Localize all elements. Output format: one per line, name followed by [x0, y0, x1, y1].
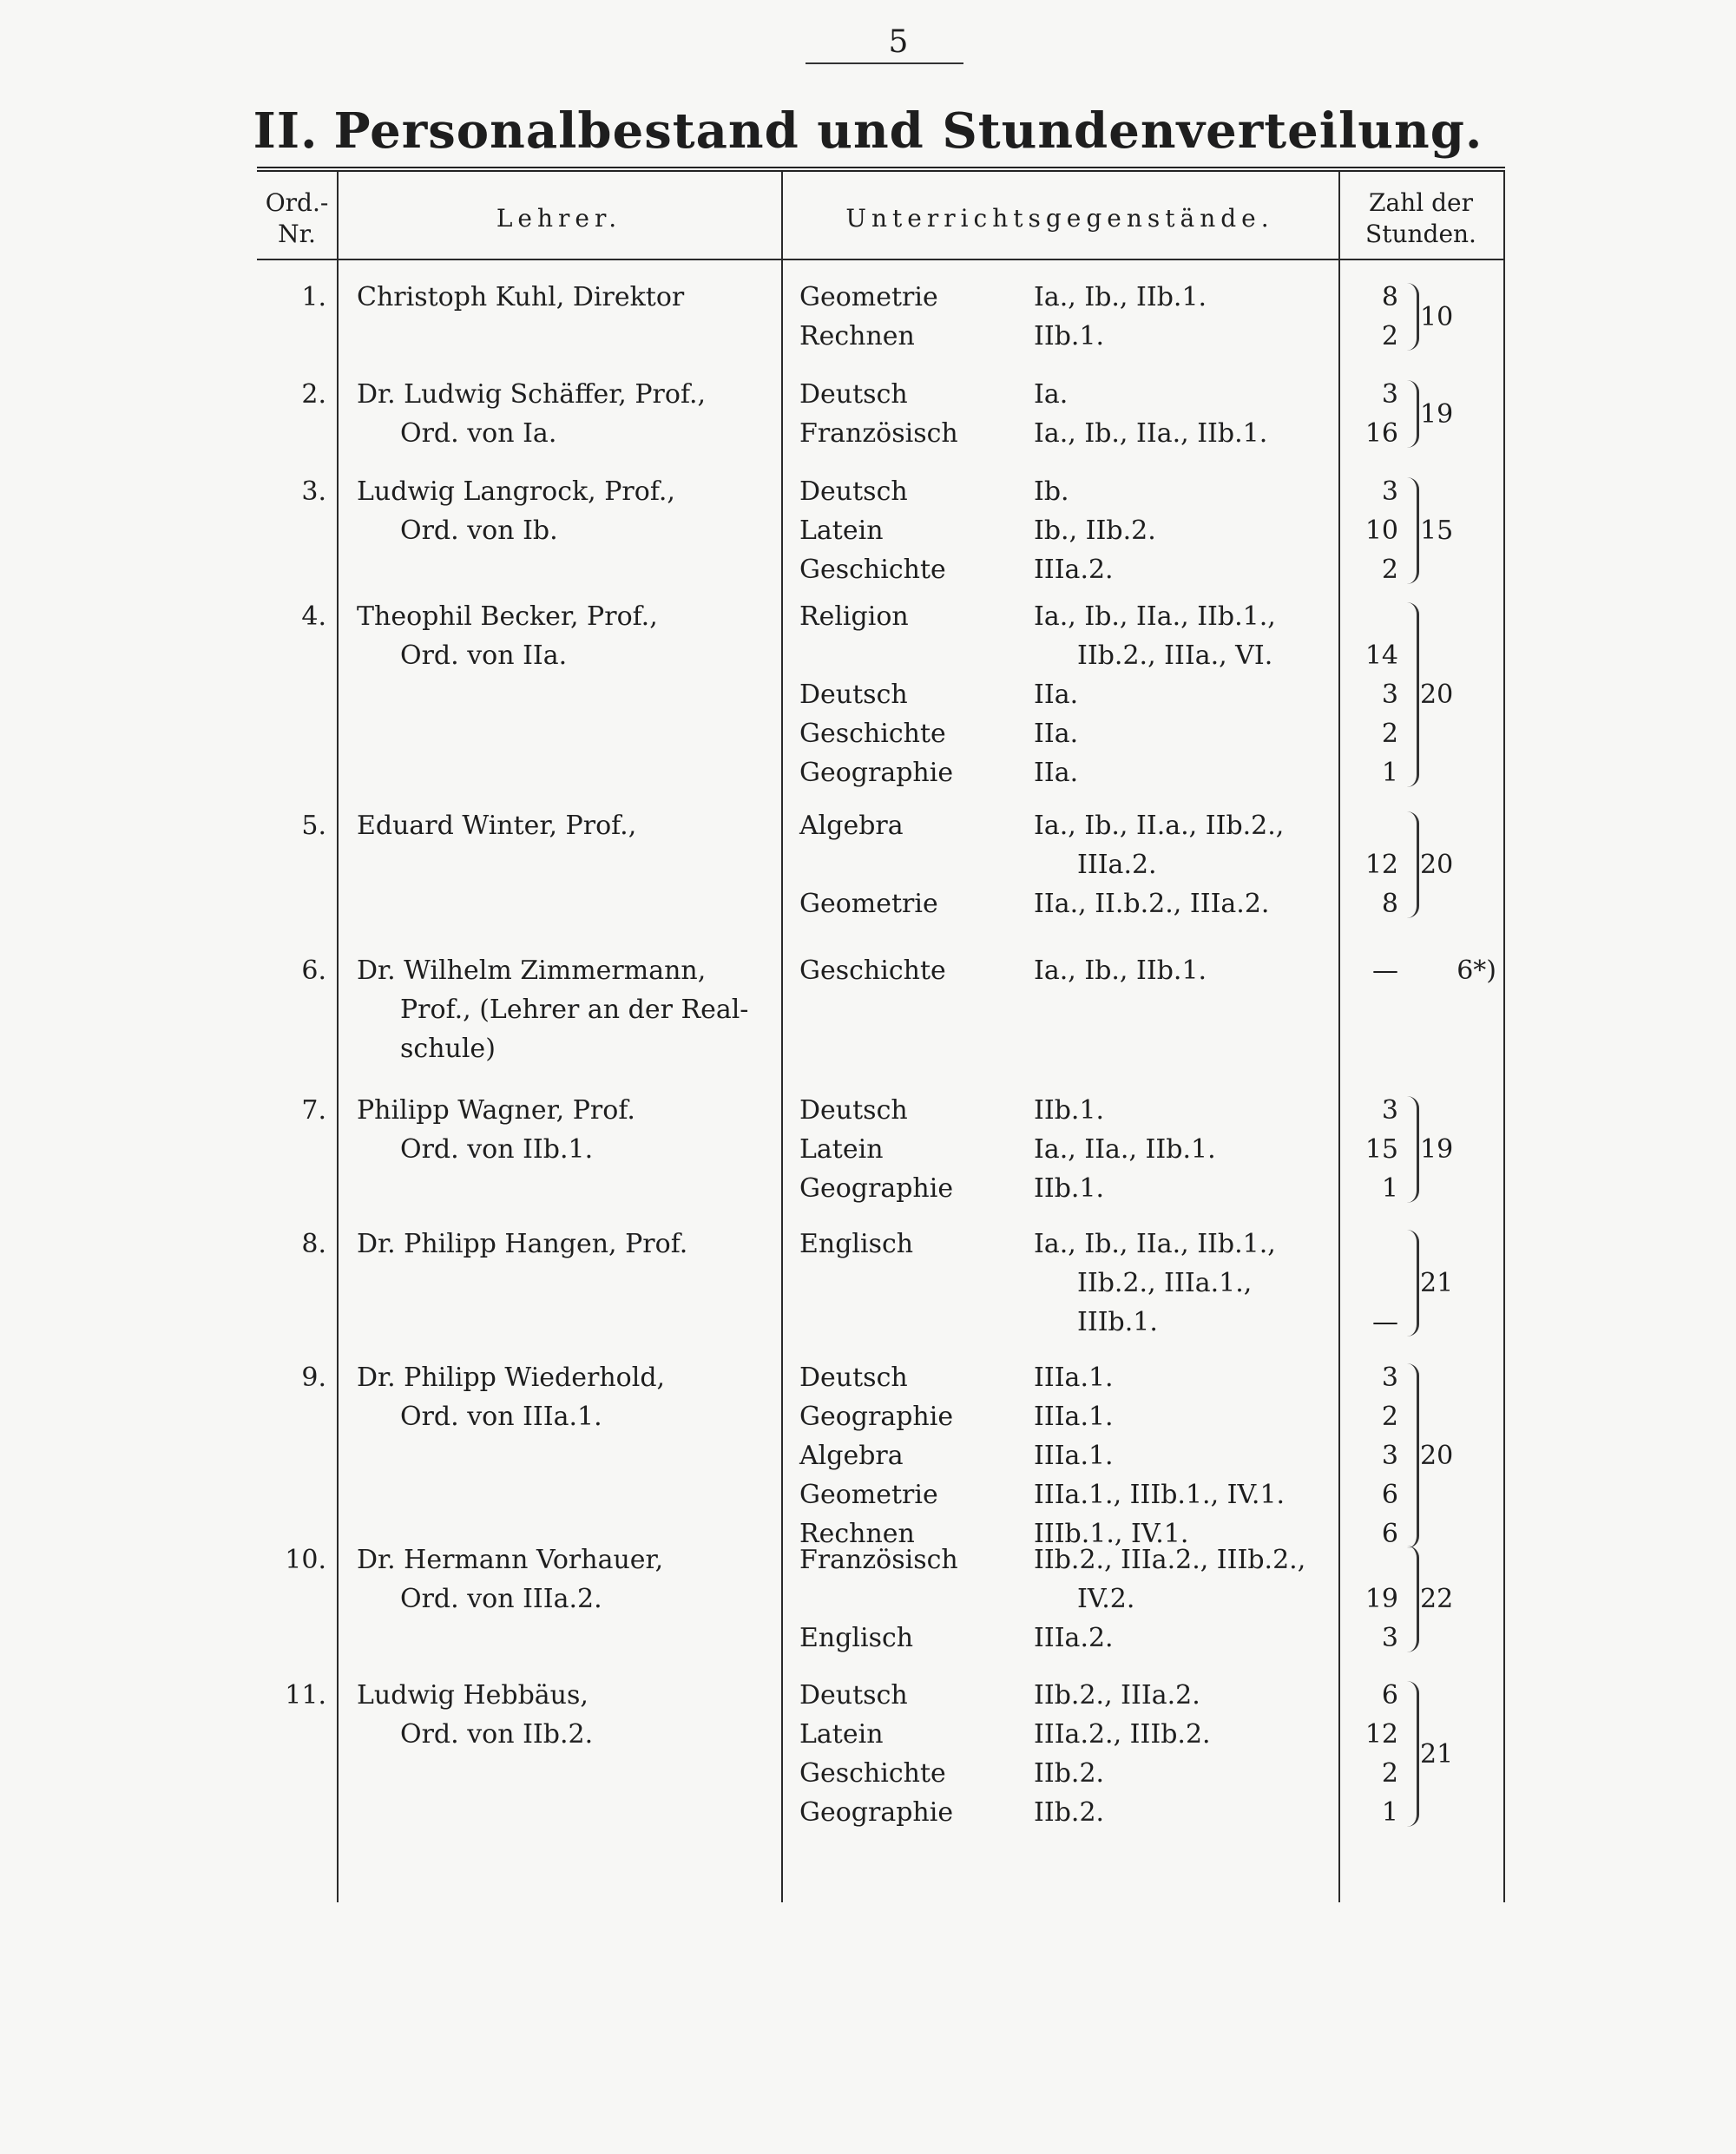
- hours-value: 3: [1381, 379, 1398, 410]
- page-number: 5: [888, 24, 909, 60]
- hours-value: 2: [1381, 1402, 1398, 1432]
- subject-name: Geschichte: [799, 956, 946, 986]
- class-list: IV.2.: [1077, 1584, 1135, 1614]
- row-number: 10.: [285, 1545, 326, 1575]
- class-list: Ia., Ib., IIb.1.: [1034, 282, 1207, 312]
- teacher-line: Ludwig Langrock, Prof.,: [357, 476, 675, 507]
- row-number: 1.: [301, 282, 326, 312]
- class-list: IIb.2., IIIa.2.: [1034, 1680, 1200, 1711]
- spacer: [1346, 1540, 1398, 1579]
- hours-column: [1346, 1091, 1398, 1208]
- hours-value: 8: [1381, 282, 1398, 312]
- header-subjects: Unterrichtsgegenstände.: [845, 204, 1274, 233]
- spacer: [1346, 1225, 1398, 1264]
- hours-value: 16: [1364, 418, 1398, 449]
- brace: [1404, 1096, 1419, 1203]
- hours-value: 1: [1381, 1797, 1398, 1828]
- teacher-line: Ludwig Hebbäus,: [357, 1680, 589, 1711]
- subject-name: Algebra: [799, 1441, 904, 1471]
- hours-value: 1: [1381, 758, 1398, 788]
- class-list: IIb.2.: [1034, 1758, 1105, 1789]
- subjects-column: [799, 806, 1016, 923]
- hours-column: [1346, 1358, 1398, 1553]
- hours-column: [1346, 1540, 1398, 1658]
- subject-name: Deutsch: [799, 1363, 908, 1393]
- subjects-column: [799, 1358, 1016, 1553]
- teacher-line: Ord. von IIb.2.: [400, 1719, 594, 1750]
- class-list: IIb.2., IIIa., VI.: [1077, 640, 1273, 671]
- spacer: [799, 636, 1016, 675]
- total-hours: 21: [1420, 1738, 1454, 1770]
- title-text: Personalbestand und Stundenverteilung.: [333, 102, 1483, 160]
- subjects-column: [799, 951, 1016, 990]
- class-list: IIb.1.: [1034, 321, 1105, 351]
- brace: [1404, 1546, 1419, 1652]
- spacer: [1346, 806, 1398, 845]
- hours-value: —: [1372, 1307, 1398, 1337]
- teacher-name: [357, 1676, 773, 1754]
- hours-value: —: [1372, 956, 1398, 986]
- subject-name: Deutsch: [799, 1095, 908, 1126]
- teacher-line: Eduard Winter, Prof.,: [357, 811, 637, 841]
- class-list: IIIb.1.: [1077, 1307, 1158, 1337]
- classes-column: [1034, 1540, 1346, 1658]
- column-divider: [1503, 172, 1505, 1902]
- subject-name: Französisch: [799, 418, 958, 449]
- teacher-name: [357, 1225, 773, 1264]
- hours-column: [1346, 1676, 1398, 1832]
- header-teacher: Lehrer.: [496, 204, 622, 233]
- row-number: 4.: [301, 601, 326, 632]
- brace: [1404, 1363, 1419, 1548]
- spacer: [1346, 1264, 1398, 1303]
- total-hours: 20: [1420, 1441, 1454, 1471]
- hours-value: 3: [1381, 1095, 1398, 1126]
- hours-column: [1346, 951, 1398, 990]
- class-list: IIIa.2.: [1034, 555, 1114, 585]
- classes-column: [1034, 1225, 1346, 1342]
- class-list: IIb.2.: [1034, 1797, 1105, 1828]
- brace: [1404, 477, 1419, 584]
- class-list: Ia., Ib., IIa., IIb.1.,: [1034, 601, 1276, 632]
- hours-value: 10: [1364, 516, 1398, 546]
- hours-value: 2: [1381, 555, 1398, 585]
- hours-value: 14: [1364, 640, 1398, 671]
- teacher-name: [357, 806, 773, 845]
- header-hours-line2: Stunden.: [1365, 220, 1476, 248]
- header-nr-line1: Ord.-: [265, 188, 329, 217]
- teacher-name: [357, 597, 773, 675]
- hours-value: 2: [1381, 719, 1398, 749]
- teacher-line: Dr. Philipp Hangen, Prof.: [357, 1229, 688, 1259]
- classes-column: [1034, 1676, 1346, 1832]
- hours-value: 12: [1364, 850, 1398, 880]
- total-hours: 15: [1420, 516, 1454, 546]
- class-list: Ib., IIb.2.: [1034, 516, 1156, 546]
- subject-name: Geographie: [799, 1402, 954, 1432]
- teacher-name: [357, 278, 773, 317]
- subjects-column: [799, 1540, 1016, 1658]
- subject-name: Deutsch: [799, 680, 908, 710]
- teacher-name: [357, 951, 773, 1068]
- teacher-line: schule): [400, 1034, 496, 1064]
- total-hours: 22: [1420, 1584, 1454, 1614]
- class-list: IIa.: [1034, 719, 1079, 749]
- hours-value: 2: [1381, 321, 1398, 351]
- hours-value: 3: [1381, 1623, 1398, 1653]
- header-nr: [257, 179, 337, 259]
- total-hours: 20: [1420, 850, 1454, 880]
- row-number: 7.: [301, 1095, 326, 1126]
- total-hours: 10: [1420, 301, 1454, 332]
- column-divider: [781, 172, 783, 1902]
- header-hours: [1338, 179, 1503, 259]
- hours-column: [1346, 278, 1398, 356]
- hours-value: 3: [1381, 1441, 1398, 1471]
- teacher-name: [357, 1358, 773, 1436]
- column-divider: [337, 172, 339, 1902]
- subjects-column: [799, 1676, 1016, 1832]
- hours-column: [1346, 597, 1398, 792]
- row-number: 8.: [301, 1229, 326, 1259]
- subject-name: Deutsch: [799, 476, 908, 507]
- classes-column: [1034, 597, 1346, 792]
- hours-value: 1: [1381, 1173, 1398, 1204]
- class-list: IIb.1.: [1034, 1095, 1105, 1126]
- subject-name: Französisch: [799, 1545, 958, 1575]
- subjects-column: [799, 375, 1016, 453]
- teacher-name: [357, 1091, 773, 1169]
- hours-value: 3: [1381, 476, 1398, 507]
- brace: [1404, 283, 1419, 351]
- subject-name: Geschichte: [799, 555, 946, 585]
- class-list: IIa.: [1034, 758, 1079, 788]
- teacher-line: Ord. von IIb.1.: [400, 1134, 594, 1165]
- subject-name: Religion: [799, 601, 909, 632]
- hours-value: 6: [1381, 1519, 1398, 1549]
- classes-column: [1034, 278, 1346, 356]
- row-number: 5.: [301, 811, 326, 841]
- teacher-line: Ord. von Ia.: [400, 418, 557, 449]
- header-nr-line2: Nr.: [278, 220, 316, 248]
- teacher-name: [357, 1540, 773, 1619]
- class-list: IIb.2., IIIa.2., IIIb.2.,: [1034, 1545, 1306, 1575]
- subject-name: Deutsch: [799, 379, 908, 410]
- subject-name: Deutsch: [799, 1680, 908, 1711]
- class-list: Ib.: [1034, 476, 1069, 507]
- total-hours: 19: [1420, 398, 1454, 430]
- class-list: IIIa.1.: [1034, 1363, 1114, 1393]
- page-number-rule: [806, 62, 963, 64]
- subject-name: Geographie: [799, 1173, 954, 1204]
- brace: [1404, 1230, 1419, 1336]
- spacer: [799, 1264, 1016, 1303]
- brace: [1404, 380, 1419, 448]
- subjects-column: [799, 1225, 1016, 1342]
- hours-column: [1346, 472, 1398, 589]
- teacher-line: Dr. Philipp Wiederhold,: [357, 1363, 666, 1393]
- teacher-line: Ord. von IIIa.2.: [400, 1584, 602, 1614]
- class-list: IIIa.2.: [1034, 1623, 1114, 1653]
- total-hours: 20: [1420, 680, 1454, 710]
- class-list: Ia., Ib., IIb.1.: [1034, 956, 1207, 986]
- classes-column: [1034, 951, 1346, 990]
- subject-name: Englisch: [799, 1229, 914, 1259]
- spacer: [799, 1579, 1016, 1619]
- hours-value: 12: [1364, 1719, 1398, 1750]
- hours-value: 3: [1381, 1363, 1398, 1393]
- brace: [1404, 811, 1419, 918]
- hours-value: 8: [1381, 889, 1398, 919]
- subject-name: Geschichte: [799, 1758, 946, 1789]
- row-number: 11.: [285, 1680, 326, 1711]
- subject-name: Geometrie: [799, 282, 938, 312]
- spacer: [799, 1303, 1016, 1342]
- teacher-name: [357, 472, 773, 550]
- title-numeral: II.: [253, 102, 319, 160]
- teacher-line: Theophil Becker, Prof.,: [357, 601, 658, 632]
- class-list: Ia.: [1034, 379, 1069, 410]
- classes-column: [1034, 472, 1346, 589]
- teacher-line: Philipp Wagner, Prof.: [357, 1095, 635, 1126]
- subjects-column: [799, 472, 1016, 589]
- teacher-line: Ord. von IIIa.1.: [400, 1402, 602, 1432]
- class-list: IIa.: [1034, 680, 1079, 710]
- brace: [1404, 1681, 1419, 1827]
- class-list: IIb.2., IIIa.1.,: [1077, 1268, 1253, 1298]
- subject-name: Geometrie: [799, 889, 938, 919]
- hours-value: 2: [1381, 1758, 1398, 1789]
- subject-name: Rechnen: [799, 321, 915, 351]
- subject-name: Geographie: [799, 758, 954, 788]
- header-hours-line1: Zahl der: [1369, 188, 1473, 217]
- row-number: 9.: [301, 1363, 326, 1393]
- class-list: Ia., IIa., IIb.1.: [1034, 1134, 1216, 1165]
- subject-name: Latein: [799, 516, 884, 546]
- teacher-line: Ord. von Ib.: [400, 516, 558, 546]
- subjects-column: [799, 597, 1016, 792]
- classes-column: [1034, 1091, 1346, 1208]
- class-list: IIIa.2.: [1077, 850, 1157, 880]
- class-list: IIIa.1.: [1034, 1402, 1114, 1432]
- classes-column: [1034, 375, 1346, 453]
- spacer: [1346, 597, 1398, 636]
- total-hours: 19: [1420, 1134, 1454, 1165]
- classes-column: [1034, 1358, 1346, 1553]
- row-number: 6.: [301, 956, 326, 986]
- class-list: IIIa.1.: [1034, 1441, 1114, 1471]
- brace: [1404, 602, 1419, 787]
- subject-name: Englisch: [799, 1623, 914, 1653]
- hours-column: [1346, 806, 1398, 923]
- subject-name: Geometrie: [799, 1480, 938, 1510]
- class-list: IIb.1.: [1034, 1173, 1105, 1204]
- subjects-column: [799, 278, 1016, 356]
- teacher-line: Prof., (Lehrer an der Real-: [400, 995, 749, 1025]
- page-title: [0, 102, 1736, 160]
- class-list: Ia., Ib., IIa., IIb.1.: [1034, 418, 1268, 449]
- row-number: 2.: [301, 379, 326, 410]
- class-list: Ia., Ib., II.a., IIb.2.,: [1034, 811, 1285, 841]
- teacher-line: Dr. Ludwig Schäffer, Prof.,: [357, 379, 707, 410]
- hours-value: 15: [1364, 1134, 1398, 1165]
- subject-name: Geographie: [799, 1797, 954, 1828]
- teacher-line: Dr. Wilhelm Zimmermann,: [357, 956, 707, 986]
- subject-name: Rechnen: [799, 1519, 915, 1549]
- teacher-name: [357, 375, 773, 453]
- teacher-line: Christoph Kuhl, Direktor: [357, 282, 685, 312]
- hours-value: 3: [1381, 680, 1398, 710]
- hours-column: [1346, 1225, 1398, 1342]
- class-list: IIIa.2., IIIb.2.: [1034, 1719, 1211, 1750]
- class-list: Ia., Ib., IIa., IIb.1.,: [1034, 1229, 1276, 1259]
- subject-name: Latein: [799, 1134, 884, 1165]
- hours-value: 19: [1364, 1584, 1398, 1614]
- hours-column: [1346, 375, 1398, 453]
- class-list: IIa., II.b.2., IIIa.2.: [1034, 889, 1270, 919]
- class-list: IIIb.1., IV.1.: [1034, 1519, 1189, 1549]
- total-hours: 21: [1420, 1268, 1454, 1298]
- teacher-line: Ord. von IIa.: [400, 640, 568, 671]
- header-rule: [257, 259, 1505, 260]
- subject-name: Geschichte: [799, 719, 946, 749]
- classes-column: [1034, 806, 1346, 923]
- teacher-line: Dr. Hermann Vorhauer,: [357, 1545, 664, 1575]
- hours-value: 6: [1381, 1680, 1398, 1711]
- staff-table: [257, 167, 1505, 1902]
- hours-value: 6: [1381, 1480, 1398, 1510]
- class-list: IIIa.1., IIIb.1., IV.1.: [1034, 1480, 1286, 1510]
- spacer: [799, 845, 1016, 884]
- row-number: 3.: [301, 476, 326, 507]
- subjects-column: [799, 1091, 1016, 1208]
- total-hours: 6*): [1457, 956, 1496, 986]
- subject-name: Latein: [799, 1719, 884, 1750]
- subject-name: Algebra: [799, 811, 904, 841]
